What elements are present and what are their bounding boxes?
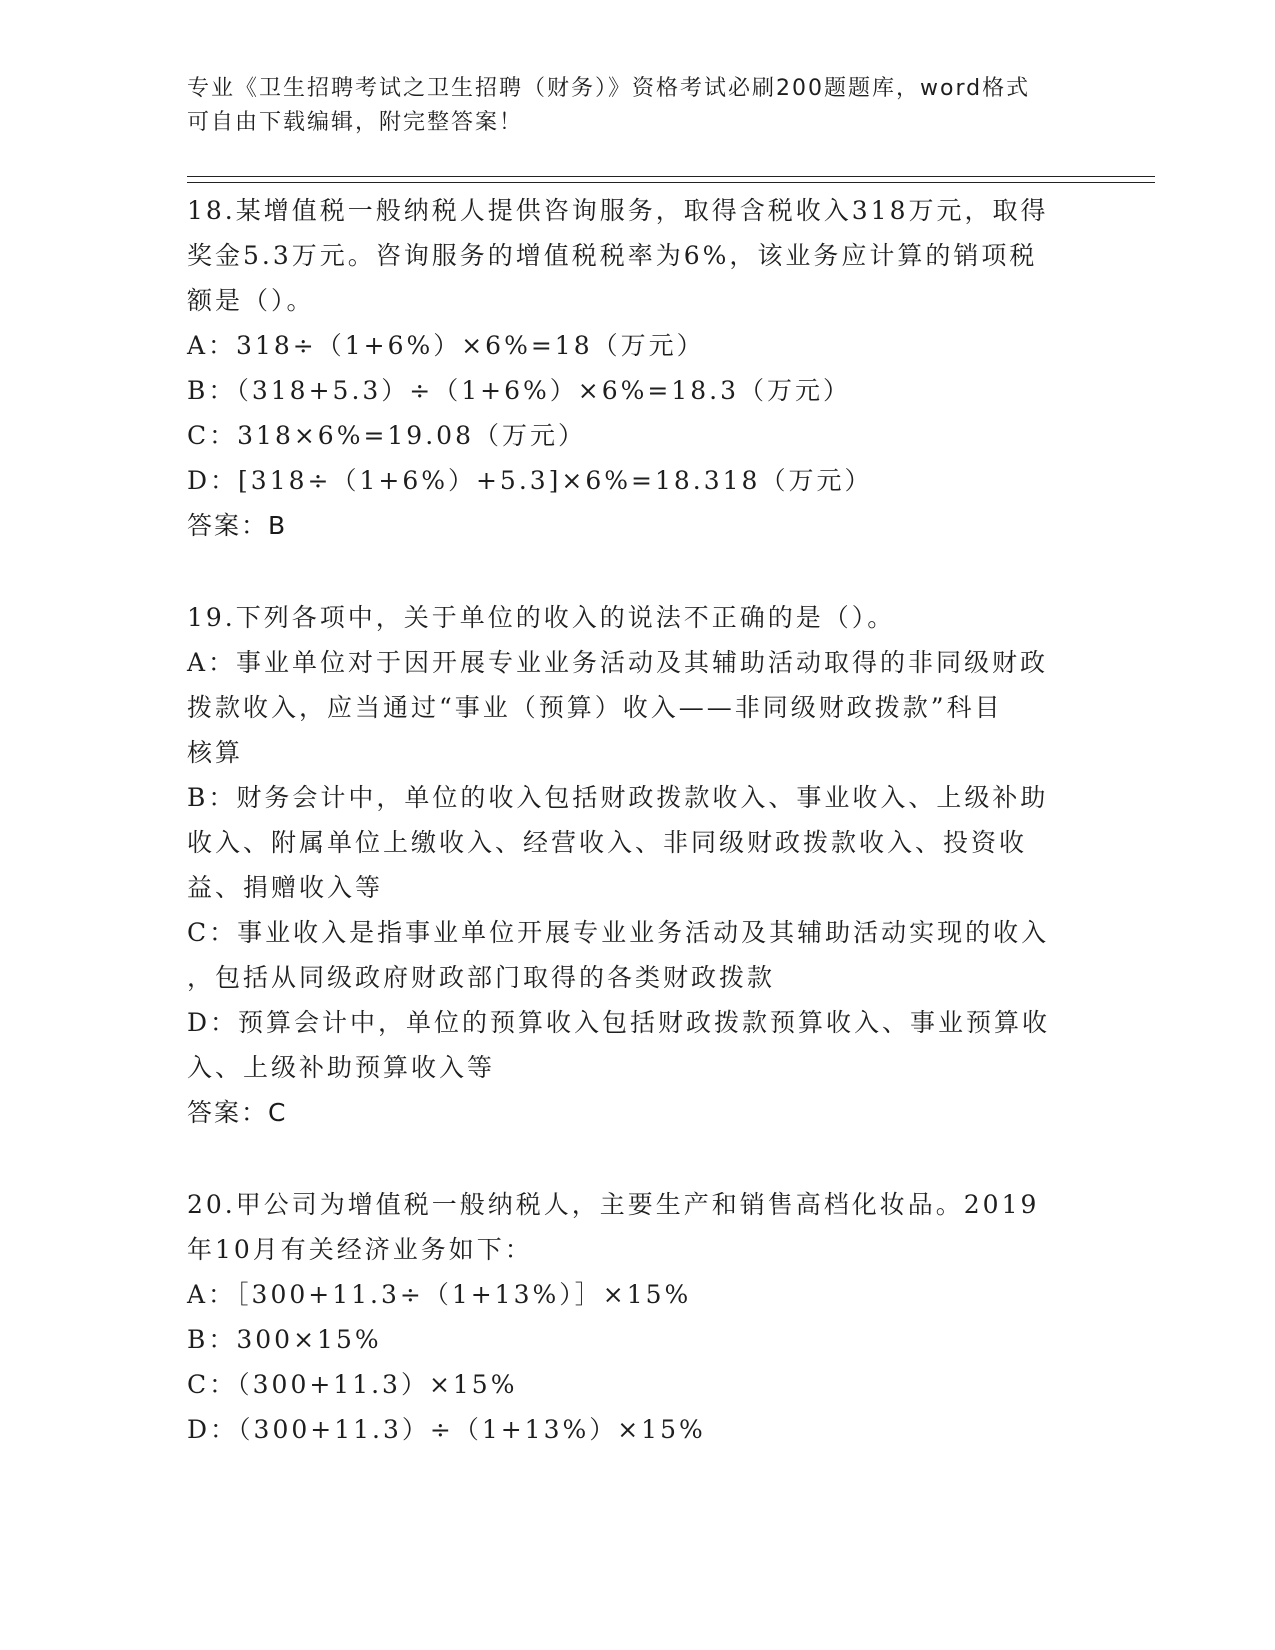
answer-label: 答案：C <box>187 1098 288 1127</box>
question-stem <box>187 1182 1087 1272</box>
option-line: A：［300+11.3÷（1+13%）］×15% <box>187 1280 692 1309</box>
option-a <box>187 640 1087 775</box>
option-line: 核算 <box>187 738 244 767</box>
option-line: 收入、附属单位上缴收入、经营收入、非同级财政拨款收入、投资收 <box>187 828 1028 857</box>
stem-line: 20.甲公司为增值税一般纳税人，主要生产和销售高档化妆品。2019 <box>187 1190 1040 1219</box>
stem-line: 额是（）。 <box>187 286 315 315</box>
option-line: A：318÷（1+6%）×6%=18（万元） <box>187 331 705 360</box>
stem-line: 奖金5.3万元。咨询服务的增值税税率为6%，该业务应计算的销项税 <box>187 241 1038 270</box>
option-b <box>187 368 1087 413</box>
header-line-1: 专业《卫生招聘考试之卫生招聘（财务）》资格考试必刷200题题库，word格式 <box>187 76 1031 101</box>
option-d <box>187 1000 1087 1090</box>
header-divider-top <box>187 176 1155 177</box>
question-19 <box>187 595 1087 1135</box>
stem-line: 18.某增值税一般纳税人提供咨询服务，取得含税收入318万元，取得 <box>187 196 1049 225</box>
option-line: B：300×15% <box>187 1325 382 1354</box>
option-a <box>187 1272 1087 1317</box>
document-header <box>187 72 1087 140</box>
option-d <box>187 1407 1087 1452</box>
option-line: B：（318+5.3）÷（1+6%）×6%=18.3（万元） <box>187 376 851 405</box>
question-20 <box>187 1182 1087 1452</box>
option-a <box>187 323 1087 368</box>
option-c <box>187 413 1087 458</box>
option-c <box>187 1362 1087 1407</box>
question-stem <box>187 595 1087 640</box>
option-line: D：[318÷（1+6%）+5.3]×6%=18.318（万元） <box>187 466 873 495</box>
option-line: 拨款收入，应当通过“事业（预算）收入——非同级财政拨款”科目 <box>187 693 1003 722</box>
option-line: B：财务会计中，单位的收入包括财政拨款收入、事业收入、上级补助 <box>187 783 1049 812</box>
answer-label: 答案：B <box>187 511 288 540</box>
question-list <box>187 188 1087 1499</box>
option-line: D：（300+11.3）÷（1+13%）×15% <box>187 1415 706 1444</box>
option-d <box>187 458 1087 503</box>
stem-line: 年10月有关经济业务如下： <box>187 1235 533 1264</box>
option-b <box>187 1317 1087 1362</box>
stem-line: 19.下列各项中，关于单位的收入的说法不正确的是（）。 <box>187 603 896 632</box>
option-line: D：预算会计中，单位的预算收入包括财政拨款预算收入、事业预算收 <box>187 1008 1051 1037</box>
option-line: C：事业收入是指事业单位开展专业业务活动及其辅助活动实现的收入 <box>187 918 1050 947</box>
question-18 <box>187 188 1087 548</box>
option-line: ，包括从同级政府财政部门取得的各类财政拨款 <box>187 963 776 992</box>
header-line-2: 可自由下载编辑，附完整答案！ <box>187 110 524 135</box>
option-line: C：（300+11.3）×15% <box>187 1370 518 1399</box>
option-line: 入、上级补助预算收入等 <box>187 1053 496 1082</box>
header-divider-bottom <box>187 182 1155 183</box>
question-stem <box>187 188 1087 323</box>
option-c <box>187 910 1087 1000</box>
option-b <box>187 775 1087 910</box>
option-line: A：事业单位对于因开展专业业务活动及其辅助活动取得的非同级财政 <box>187 648 1049 677</box>
option-line: 益、捐赠收入等 <box>187 873 384 902</box>
option-line: C：318×6%=19.08（万元） <box>187 421 586 450</box>
